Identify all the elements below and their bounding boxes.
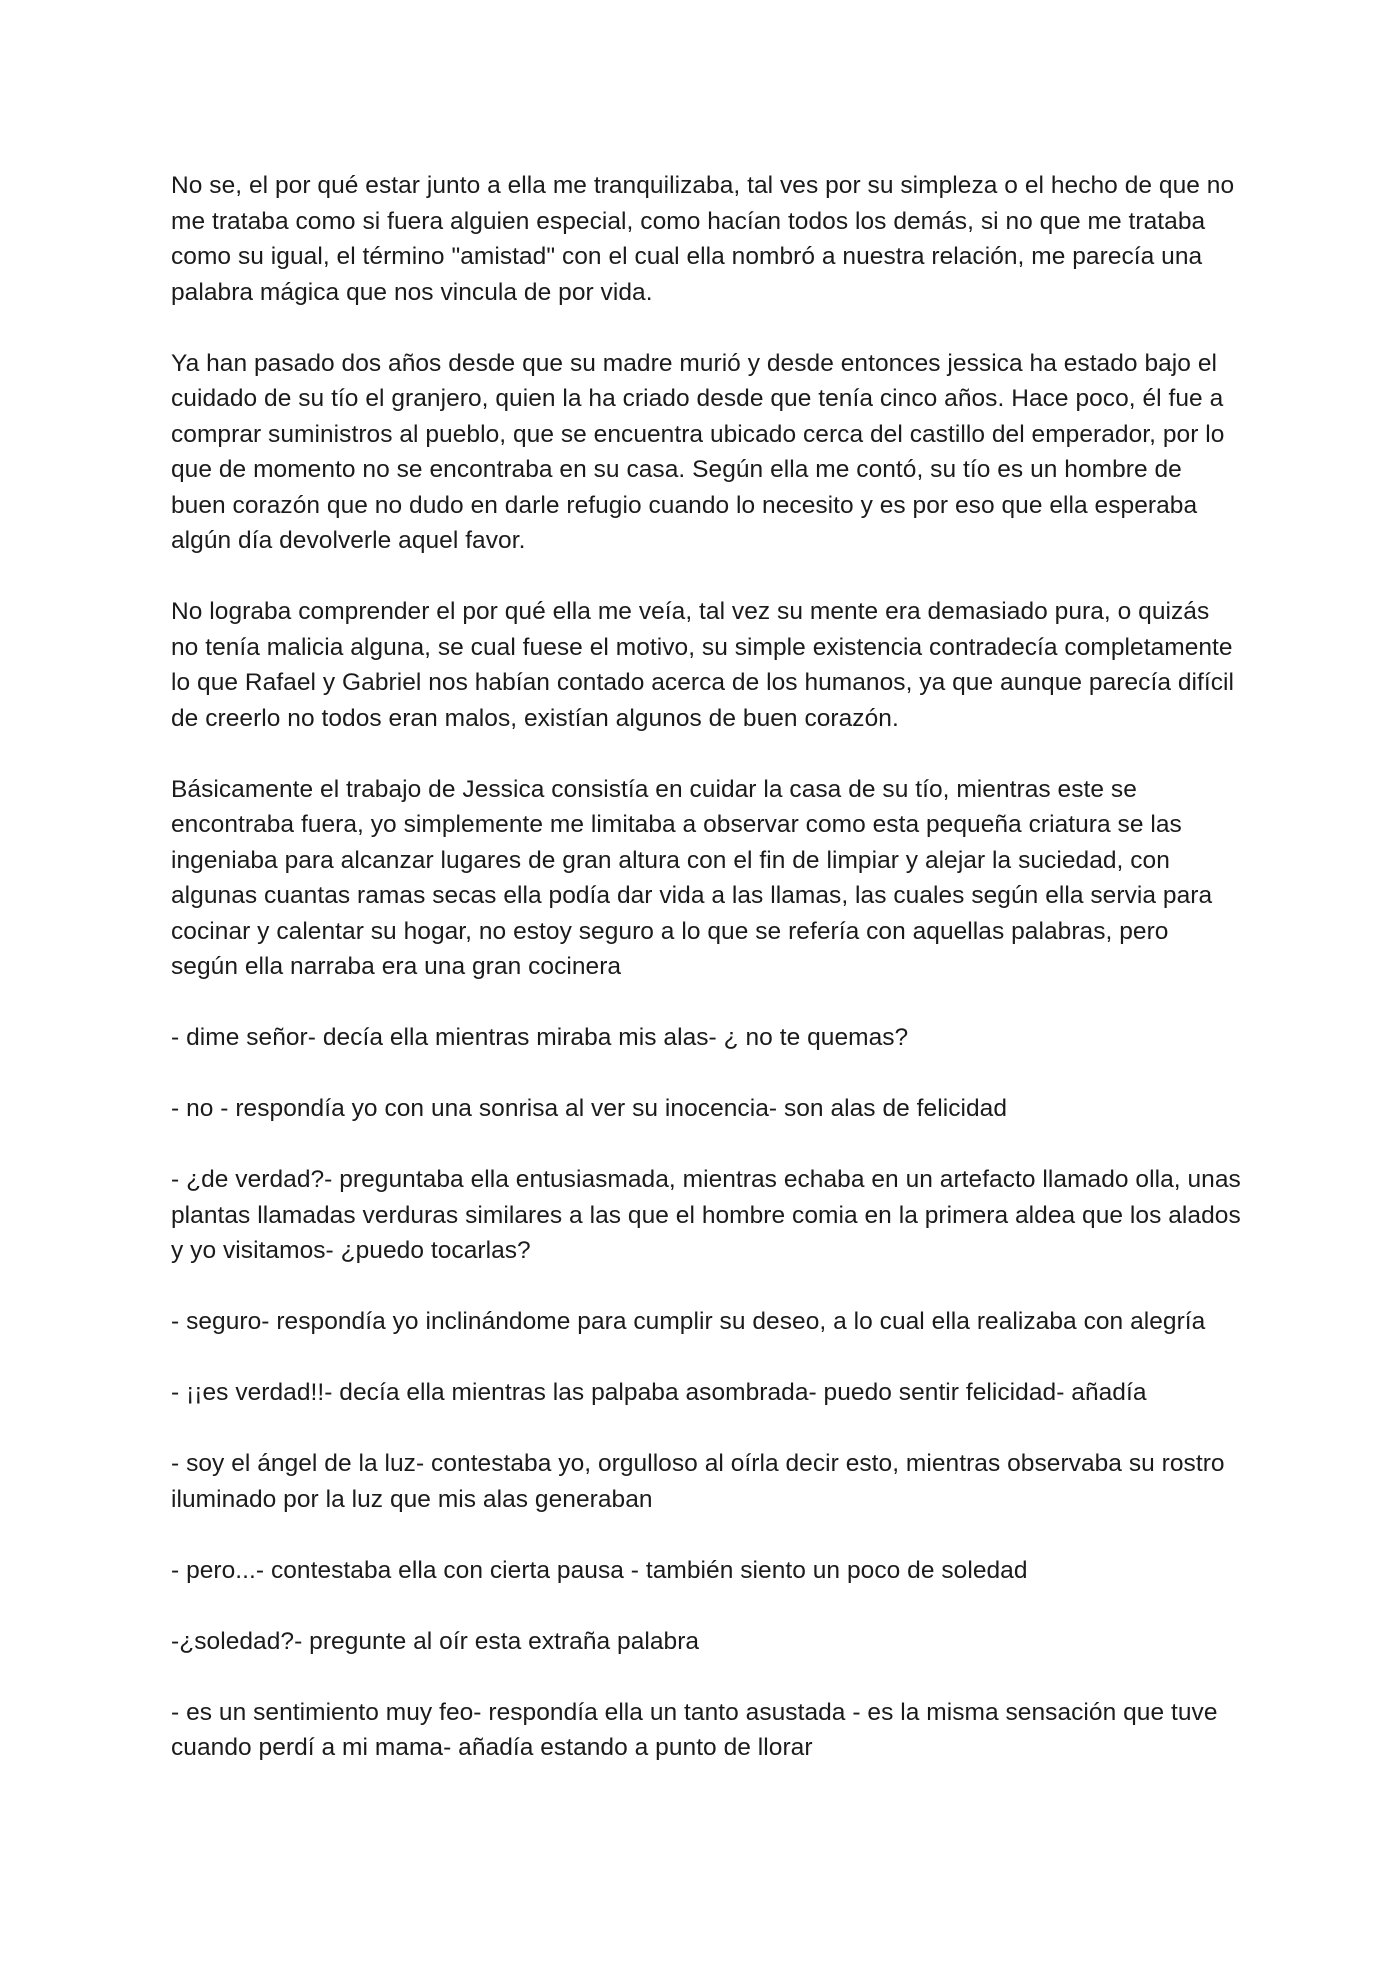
dialogue-line-5: - ¡¡es verdad!!- decía ella mientras las palpaba asombrada- puedo sentir felicidad- añadía [171, 1379, 1147, 1406]
dialogue-line-8: -¿soledad?- pregunte al oír esta extraña palabra [171, 1627, 700, 1655]
dialogue-line-1: - dime señor- decía ella mientras miraba mis alas- ¿ no te quemas? [171, 1024, 909, 1051]
dialogue-line-9: - es un sentimiento muy feo- respondía ella un tanto asustada - es la misma sensación que tuve cuando perdí a mi mama- añadía estando a punto de llorar [171, 1698, 1218, 1761]
dialogue-line-3: - ¿de verdad?- preguntaba ella entusiasmada, mientras echaba en un artefacto llamado olla, unas plantas llamadas verduras similares a las que el hombre comia en la primera aldea que los alados y yo visitamos- ¿puedo tocarlas? [171, 1166, 1241, 1264]
document-body [171, 168, 1241, 1801]
dialogue-line-7: - pero...- contestaba ella con cierta pausa - también siento un poco de soledad [171, 1556, 1028, 1584]
paragraph-pure-mind: No lograba comprender el por qué ella me veía, tal vez su mente era demasiado pura, o quizás no tenía malicia alguna, se cual fuese el motivo, su simple existencia contradecía completamente lo que Rafael y Gabriel nos habían contado acerca de los humanos, ya que aunque parecía difícil de creerlo no todos eran malos, existían algunos de buen corazón. [171, 598, 1235, 732]
dialogue-line-6: - soy el ángel de la luz- contestaba yo, orgulloso al oírla decir esto, mientras observaba su rostro iluminado por la luz que mis alas generaban [171, 1450, 1225, 1513]
dialogue-line-4: - seguro- respondía yo inclinándome para cumplir su deseo, a lo cual ella realizaba con alegría [171, 1308, 1206, 1335]
paragraph-jessica-work: Básicamente el trabajo de Jessica consistía en cuidar la casa de su tío, mientras este se encontraba fuera, yo simplemente me limitaba a observar como esta pequeña criatura se las ingeniaba para alcanzar lugares de gran altura con el fin de limpiar y alejar la suciedad, con algunas cuantas ramas secas ella podía dar vida a las llamas, las cuales según ella servia para cocinar y calentar su hogar, no estoy seguro a lo que se refería con aquellas palabras, pero según ella narraba era una gran cocinera [171, 775, 1213, 980]
dialogue-line-2: - no - respondía yo con una sonrisa al ver su inocencia- son alas de felicidad [171, 1095, 1008, 1122]
paragraph-jessica-uncle: Ya han pasado dos años desde que su madre murió y desde entonces jessica ha estado bajo el cuidado de su tío el granjero, quien la ha criado desde que tenía cinco años. Hace poco, él fue a comprar suministros al pueblo, que se encuentra ubicado cerca del castillo del emperador, por lo que de momento no se encontraba en su casa. Según ella me contó, su tío es un hombre de buen corazón que no dudo en darle refugio cuando lo necesito y es por eso que ella esperaba algún día devolverle aquel favor. [171, 349, 1225, 554]
paragraph-friendship: No se, el por qué estar junto a ella me tranquilizaba, tal ves por su simpleza o el hecho de que no me trataba como si fuera alguien especial, como hacían todos los demás, si no que me trataba como su igual, el término "amistad" con el cual ella nombró a nuestra relación, me parecía una palabra mágica que nos vincula de por vida. [171, 172, 1235, 306]
